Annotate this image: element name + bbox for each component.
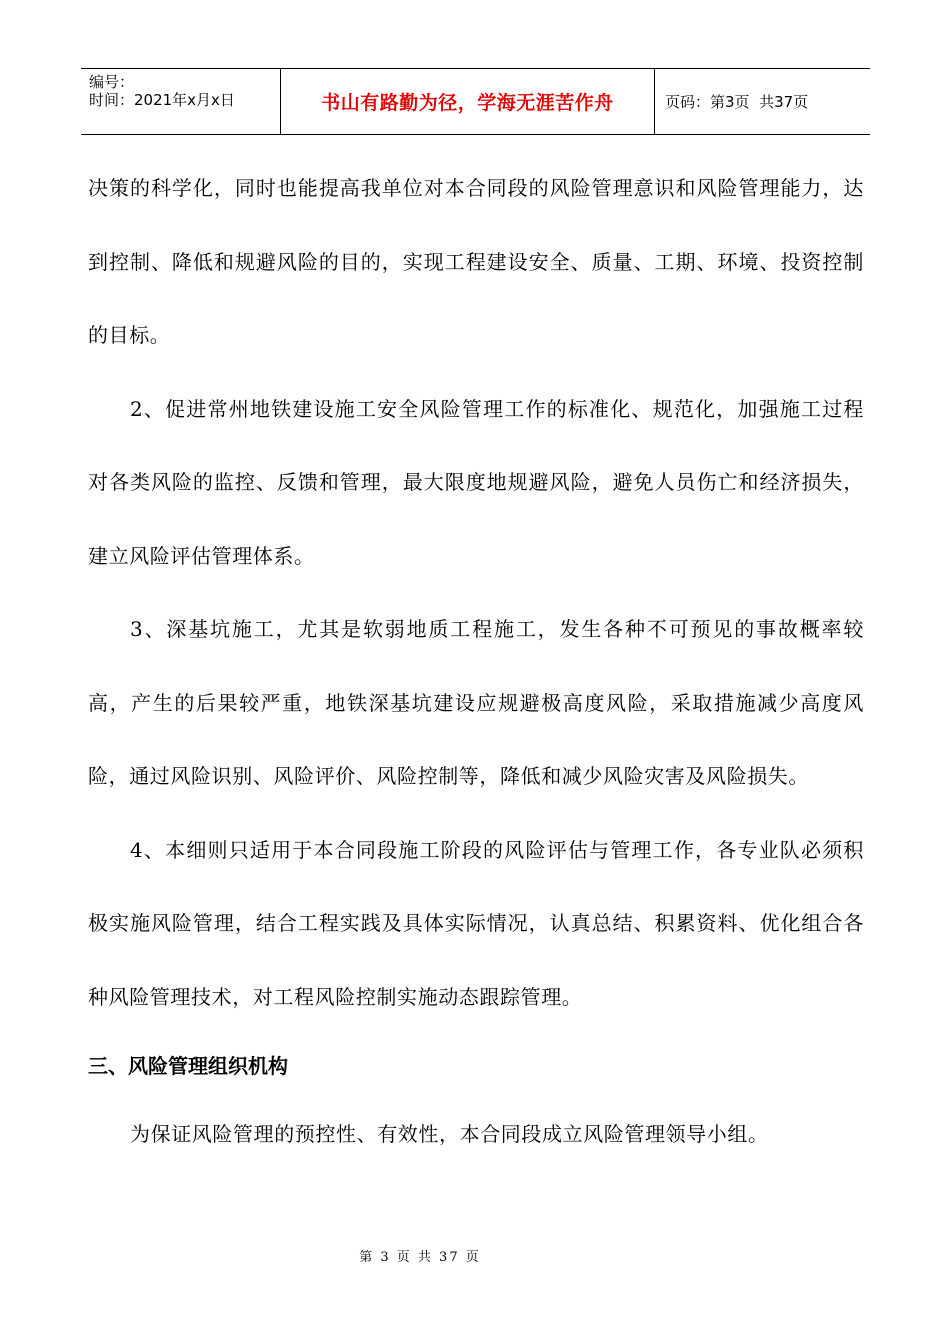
header-page-number: 页码：第3页 共37页 [665, 93, 809, 111]
document-body [88, 152, 864, 1172]
paragraph-item-3: 3、深基坑施工，尤其是软弱地质工程施工，发生各种不可预见的事故概率较高，产生的后果较严重，地铁深基坑建设应规避极高度风险，采取措施减少高度风险，通过风险识别、风险评价、风险控制等，降低和减少风险灾害及风险损失。 [88, 617, 864, 788]
section-heading: 三、风险管理组织机构 [88, 1054, 288, 1078]
paragraph-item-2: 2、促进常州地铁建设施工安全风险管理工作的标准化、规范化，加强施工过程对各类风险的监控、反馈和管理，最大限度地规避风险，避免人员伤亡和经济损失，建立风险评估管理体系。 [88, 396, 864, 568]
header-page-info [655, 69, 870, 134]
header-meta [81, 69, 281, 134]
paragraph-continued: 决策的科学化，同时也能提高我单位对本合同段的风险管理意识和风险管理能力，达到控制、降低和规避风险的目的，实现工程建设安全、质量、工期、环境、投资控制的目标。 [88, 176, 864, 347]
paragraph-item-4: 4、本细则只适用于本合同段施工阶段的风险评估与管理工作，各专业队必须积极实施风险管理，结合工程实践及具体实际情况，认真总结、积累资料、优化组合各种风险管理技术，对工程风险控制实施动态跟踪管理。 [88, 837, 864, 1009]
document-number-label: 编号： [89, 73, 135, 91]
header-motto: 书山有路勤为径，学海无涯苦作舟 [281, 69, 655, 134]
page-footer: 第 3 页 共 37 页 [359, 1250, 481, 1265]
page-header [81, 68, 870, 135]
section-paragraph: 为保证风险管理的预控性、有效性，本合同段成立风险管理领导小组。 [130, 1122, 769, 1146]
document-date: 时间：2021年x月x日 [89, 91, 235, 109]
